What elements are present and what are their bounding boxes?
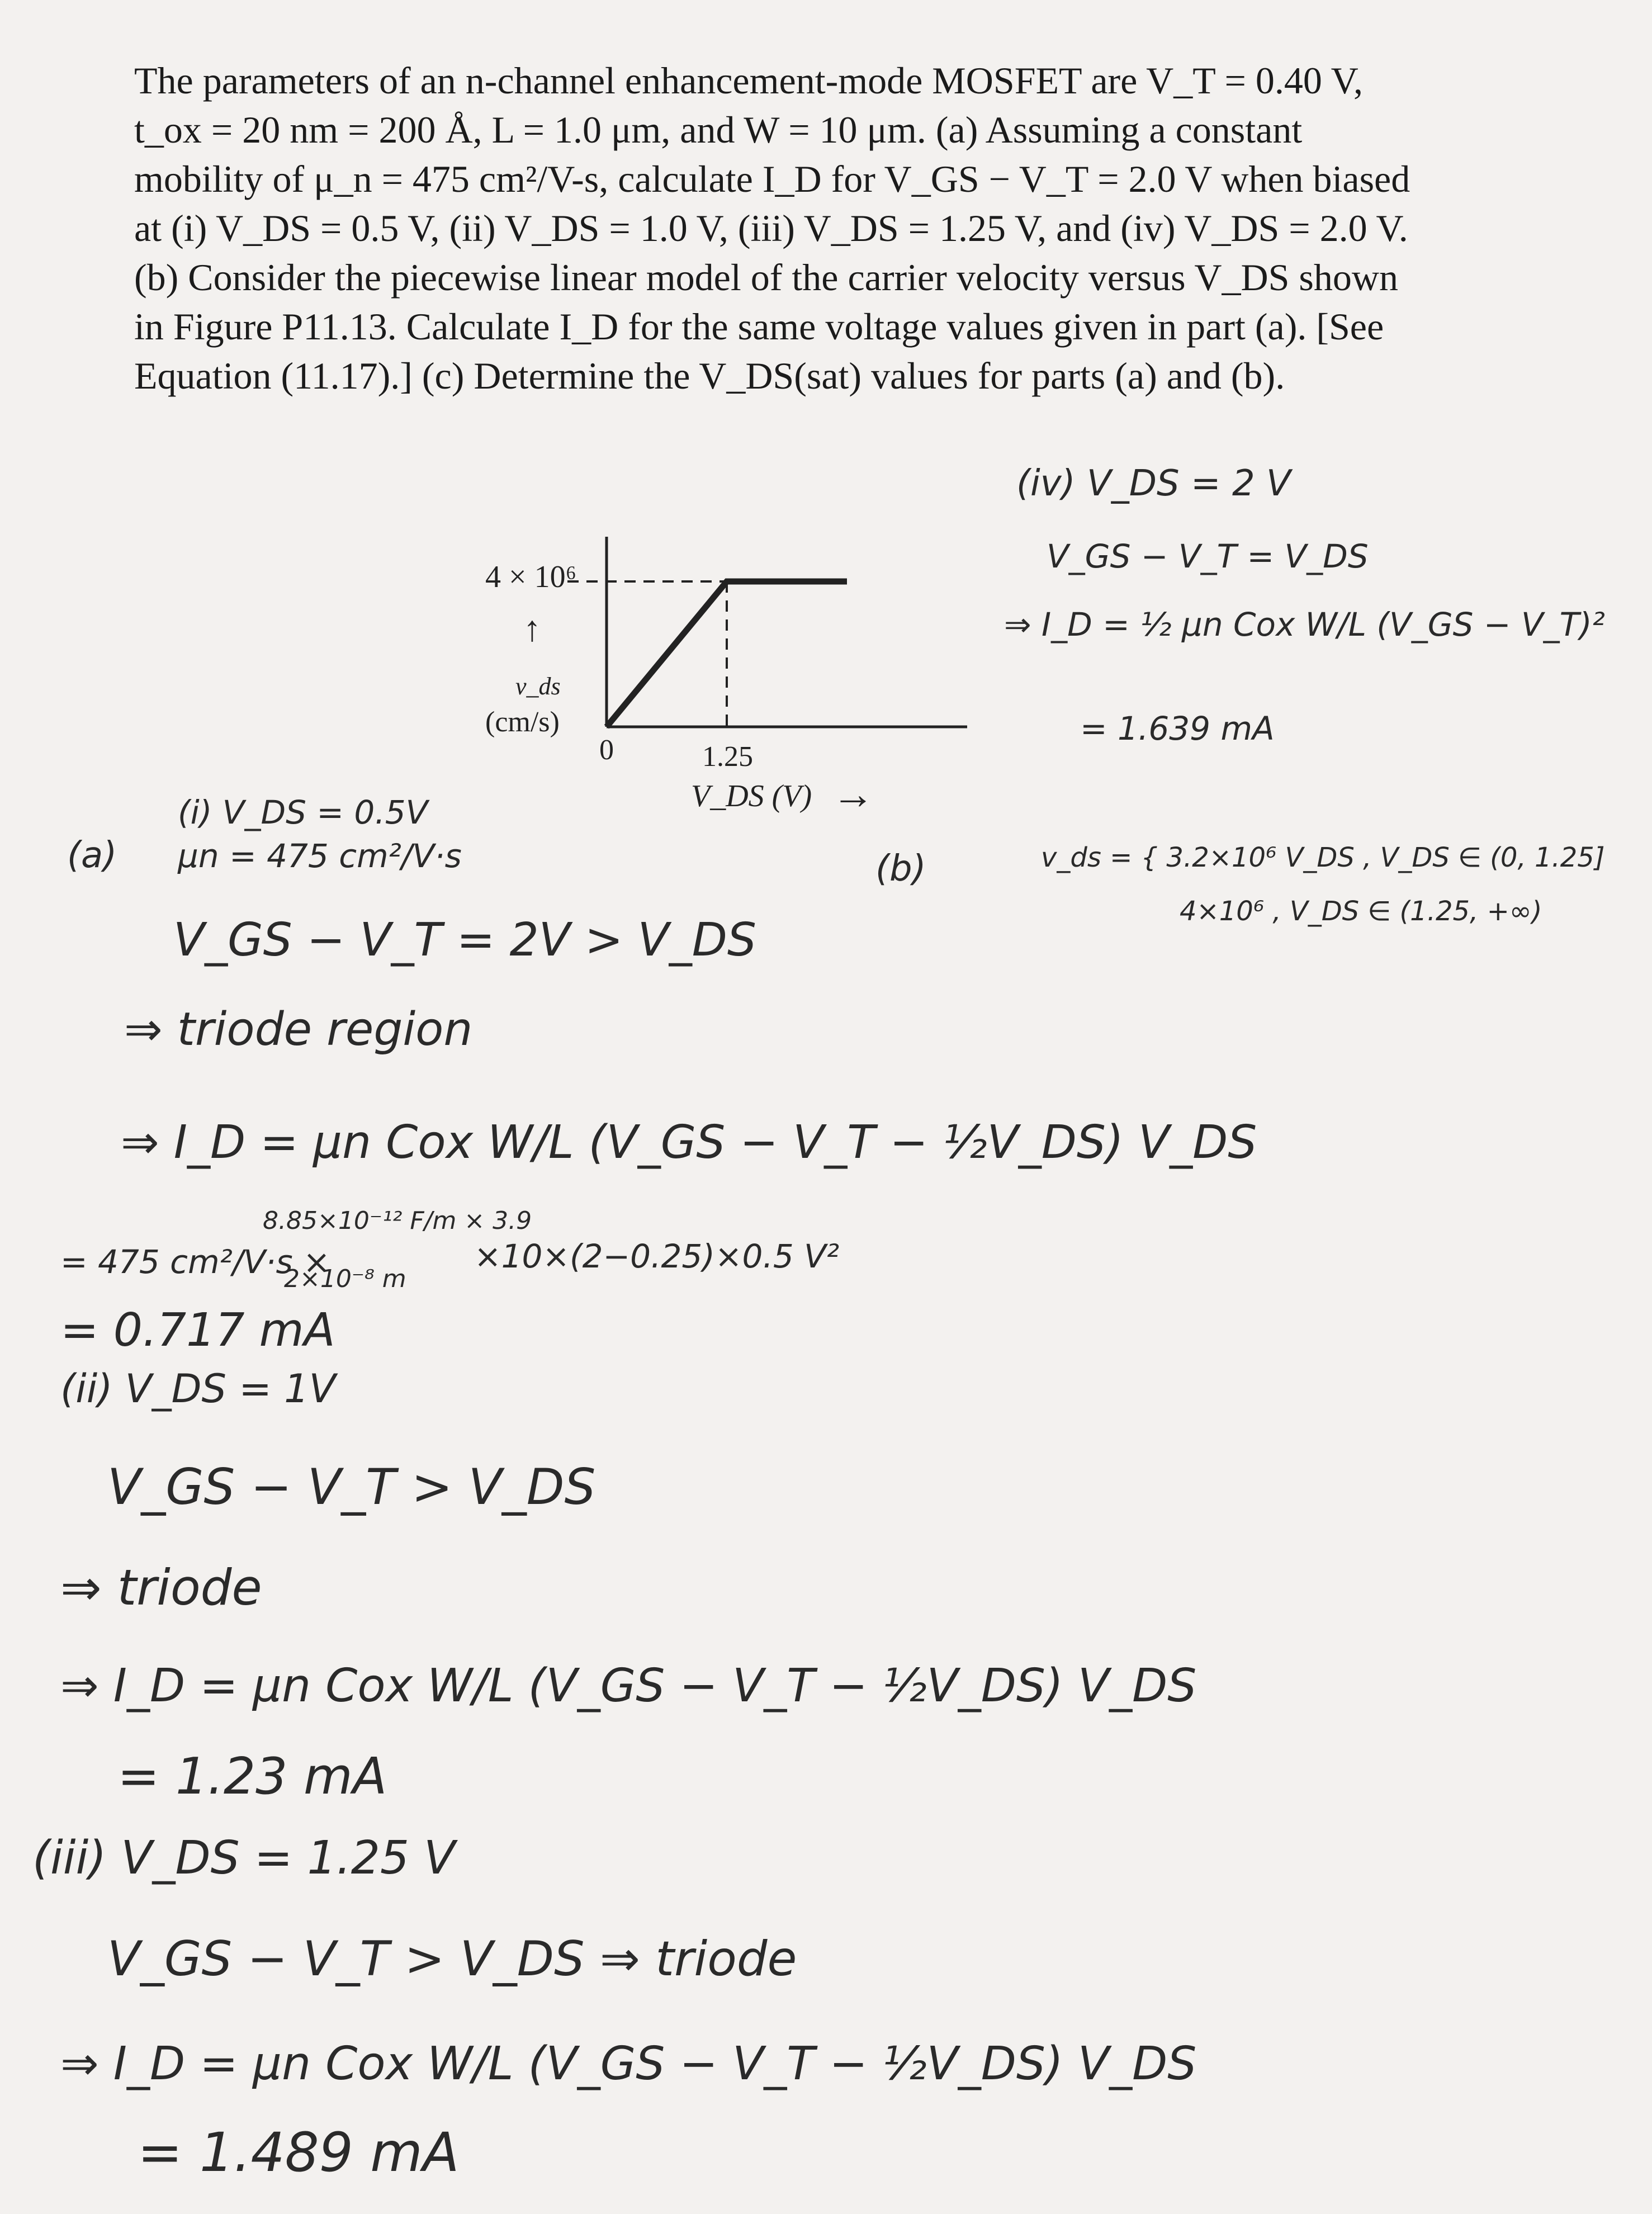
part-a-condition-1: V_GS − V_T = 2V > V_DS [173, 914, 756, 967]
y-label-units: (cm/s) [485, 706, 560, 738]
problem-line-2: t_ox = 20 nm = 200 Å, L = 1.0 μm, and W = 10 μm. (a) Assuming a constant [134, 108, 1303, 151]
part-b-label: (b) [875, 848, 926, 890]
iv-vds-heading: (iv) V_DS = 2 V [1016, 463, 1291, 504]
part-a-label: (a) [67, 835, 117, 876]
problem-line-7: Equation (11.17).] (c) Determine the V_DS(sat) values for parts (a) and (b). [134, 354, 1285, 397]
part-a-triode-2: ⇒ triode [60, 1559, 262, 1616]
problem-line-5: (b) Consider the piecewise linear model of the carrier velocity versus V_DS shown [134, 256, 1398, 299]
part-a-cox-numerator: 8.85×10⁻¹² F/m × 3.9 [263, 1207, 532, 1235]
part-a-condition-3: V_GS − V_T > V_DS ⇒ triode [107, 1931, 797, 1987]
problem-line-3: mobility of μ_n = 475 cm²/V-s, calculate I_D for V_GS − V_T = 2.0 V when biased [134, 158, 1410, 200]
part-a-mobility: μn = 475 cm²/V·s [178, 837, 462, 875]
y-tick-label: 4 × 10⁶ [485, 560, 577, 594]
part-a-substitution: = 475 cm²/V·s × [60, 1243, 330, 1281]
part-a-ii-vds: (ii) V_DS = 1V [60, 1366, 336, 1412]
part-a-iii-vds: (iii) V_DS = 1.25 V [32, 1832, 456, 1885]
part-a-cox-denominator: 2×10⁻⁸ m [284, 1265, 406, 1293]
part-a-equation-2: ⇒ I_D = μn Cox W/L (V_GS − V_T − ½V_DS) V_DS [60, 1659, 1197, 1712]
x-tick-label: 1.25 [702, 741, 753, 773]
iv-result: = 1.639 mA [1080, 709, 1275, 748]
part-a-equation-3: ⇒ I_D = μn Cox W/L (V_GS − V_T − ½V_DS) V_DS [60, 2037, 1197, 2090]
part-a-equation-1: ⇒ I_D = μn Cox W/L (V_GS − V_T − ½V_DS) V_DS [121, 1116, 1257, 1169]
part-a-condition-2: V_GS − V_T > V_DS [107, 1458, 596, 1516]
iv-condition: V_GS − V_T = V_DS [1047, 537, 1369, 575]
problem-line-4: at (i) V_DS = 0.5 V, (ii) V_DS = 1.0 V, (iii) V_DS = 1.25 V, and (iv) V_DS = 2.0 V. [134, 207, 1408, 249]
part-a-result-2: = 1.23 mA [117, 1747, 387, 1806]
part-a-i-vds: (i) V_DS = 0.5V [178, 793, 428, 831]
part-a-result-3: = 1.489 mA [138, 2121, 460, 2184]
part-a-result-1: = 0.717 mA [60, 1304, 335, 1357]
x-axis-label: V_DS (V) [691, 779, 812, 813]
problem-line-6: in Figure P11.13. Calculate I_D for the same voltage values given in part (a). [See [134, 305, 1384, 348]
y-label-vds: v_ds [515, 673, 561, 700]
up-arrow: ↑ [523, 609, 541, 649]
origin-label: 0 [599, 734, 614, 766]
iv-equation: ⇒ I_D = ½ μn Cox W/L (V_GS − V_T)² [1004, 605, 1605, 644]
part-b-velocity-1: v_ds = { 3.2×10⁶ V_DS , V_DS ∈ (0, 1.25] [1041, 842, 1605, 873]
right-arrow: → [832, 771, 874, 818]
part-a-triode-1: ⇒ triode region [124, 1003, 473, 1056]
problem-line-1: The parameters of an n-channel enhancement-mode MOSFET are V_T = 0.40 V, [134, 59, 1364, 102]
part-b-velocity-2: 4×10⁶ , V_DS ∈ (1.25, +∞) [1180, 896, 1542, 927]
part-a-substitution-rest: ×10×(2−0.25)×0.5 V² [474, 1237, 840, 1275]
